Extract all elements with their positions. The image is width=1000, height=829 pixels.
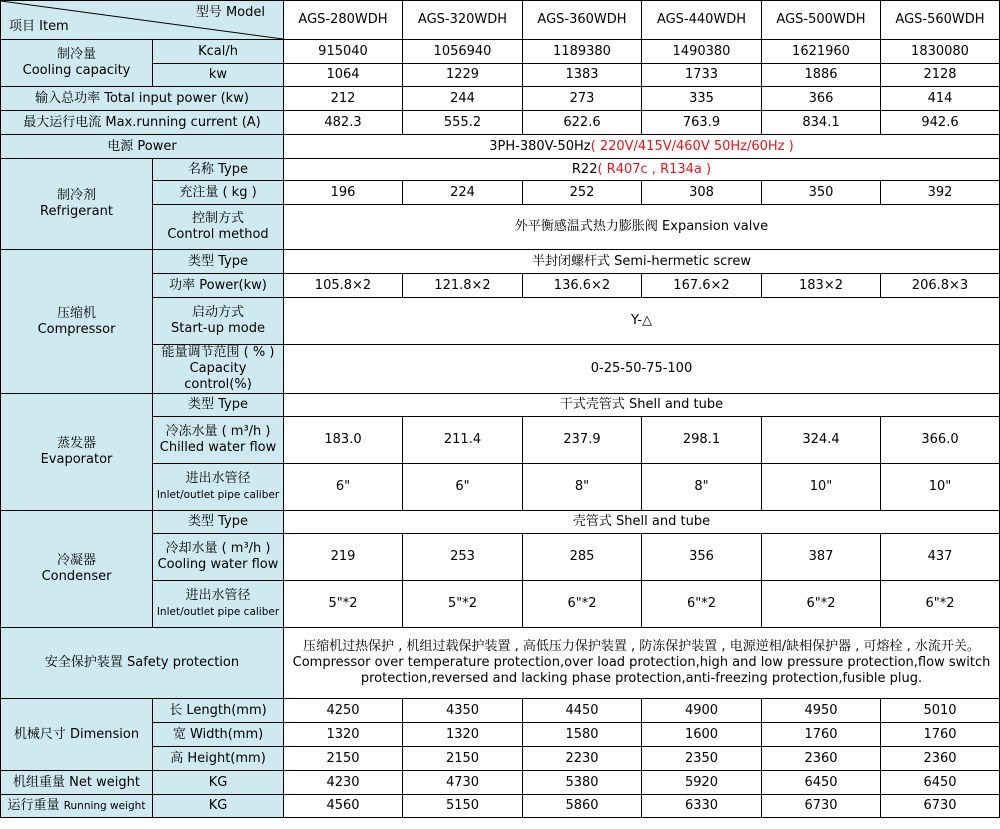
label-en: Capacity control(%) xyxy=(184,361,252,392)
cell-value: 1760 xyxy=(762,723,881,747)
cell-value: 4560 xyxy=(284,795,403,818)
label-cn: 运行重量 xyxy=(7,798,60,813)
compressor-label xyxy=(1,250,153,394)
cell-value: 2350 xyxy=(642,747,762,771)
cell-value: 237.9 xyxy=(523,417,642,464)
height-label: 高 Height(mm) xyxy=(153,747,284,771)
table-row xyxy=(1,699,1000,723)
cell-value: 2360 xyxy=(881,747,1000,771)
refrigerant-type-label: 名称 Type xyxy=(153,159,284,181)
cell-value: 6" xyxy=(403,464,523,511)
label-cn: 制冷剂 xyxy=(56,188,96,203)
cell-value: 6730 xyxy=(881,795,1000,818)
cell-value: 5"*2 xyxy=(284,581,403,628)
cell-value: 183.0 xyxy=(284,417,403,464)
label-cn: 进出水管径 xyxy=(185,588,251,603)
cell-value: 1830080 xyxy=(881,40,1000,64)
cell-value: 10" xyxy=(881,464,1000,511)
label-en: Evaporator xyxy=(40,452,113,467)
cell-value: 5150 xyxy=(403,795,523,818)
cell-value: 942.6 xyxy=(881,111,1000,135)
cell-value: 4250 xyxy=(284,699,403,723)
cell-value: 1383 xyxy=(523,64,642,87)
safety-line: Compressor over temperature protection,over load protection,high and low pressure protection,flow switch xyxy=(292,655,991,670)
refrigerant-main: R22 xyxy=(571,161,598,177)
cell-value: 6"*2 xyxy=(642,581,762,628)
power-main: 3PH-380V-50Hz xyxy=(489,138,591,154)
label-cn: 制冷量 xyxy=(56,47,96,62)
header-row xyxy=(1,1,1000,40)
cell-value: 5920 xyxy=(642,771,762,795)
label-en: Start-up mode xyxy=(171,321,265,336)
cell-value: 356 xyxy=(642,534,762,581)
model-name: AGS-440WDH xyxy=(642,1,762,40)
cooling-water-flow-label xyxy=(153,534,284,581)
cell-value: 414 xyxy=(881,87,1000,111)
label-cn: 蒸发器 xyxy=(56,436,96,451)
label-cn: 冷却水量 ( m³/h ) xyxy=(165,541,271,556)
cell-value: 5"*2 xyxy=(403,581,523,628)
cell-value: 1320 xyxy=(284,723,403,747)
net-weight-unit: KG xyxy=(153,771,284,795)
table-row xyxy=(1,40,1000,64)
cell-value: 4350 xyxy=(403,699,523,723)
model-name: AGS-560WDH xyxy=(881,1,1000,40)
model-name: AGS-320WDH xyxy=(403,1,523,40)
startup-mode-value: Y-△ xyxy=(284,298,1000,345)
cell-value: 1886 xyxy=(762,64,881,87)
model-name: AGS-360WDH xyxy=(523,1,642,40)
cell-value: 6"*2 xyxy=(881,581,1000,628)
condenser-label xyxy=(1,511,153,628)
cell-value: 1229 xyxy=(403,64,523,87)
cell-value: 252 xyxy=(523,181,642,205)
cell-value: 366 xyxy=(762,87,881,111)
label-cn: 冷凝器 xyxy=(56,553,96,568)
cell-value: 211.4 xyxy=(403,417,523,464)
control-method-label xyxy=(153,205,284,250)
cell-value: 273 xyxy=(523,87,642,111)
cell-value: 308 xyxy=(642,181,762,205)
label-cn: 能量调节范围 ( % ) xyxy=(161,345,275,360)
cell-value: 1490380 xyxy=(642,40,762,64)
label-en: Chilled water flow xyxy=(159,440,277,455)
evaporator-type-label: 类型 Type xyxy=(153,394,284,417)
cell-value: 167.6×2 xyxy=(642,274,762,298)
label-cn: 压缩机 xyxy=(56,305,96,321)
compressor-type-value: 半封闭螺杆式 Semi-hermetic screw xyxy=(284,250,1000,274)
condenser-pipe-label xyxy=(153,581,284,628)
table-row xyxy=(1,795,1000,818)
table-row xyxy=(1,771,1000,795)
cell-value: 324.4 xyxy=(762,417,881,464)
cell-value: 2150 xyxy=(284,747,403,771)
safety-protection-value xyxy=(284,628,1000,699)
cell-value: 1600 xyxy=(642,723,762,747)
cell-value: 350 xyxy=(762,181,881,205)
cell-value: 298.1 xyxy=(642,417,762,464)
cell-value: 6330 xyxy=(642,795,762,818)
cell-value: 10" xyxy=(762,464,881,511)
label-en: Refrigerant xyxy=(40,204,113,219)
cell-value: 4730 xyxy=(403,771,523,795)
cell-value: 6"*2 xyxy=(762,581,881,628)
capacity-control-label xyxy=(153,345,284,394)
label-en: Inlet/outlet pipe caliber xyxy=(156,606,280,618)
item-label: 项目 Item xyxy=(9,19,69,34)
cell-value: 1760 xyxy=(881,723,1000,747)
cell-value: 5860 xyxy=(523,795,642,818)
kw-unit: kw xyxy=(153,64,284,87)
safety-protection-label: 安全保护装置 Safety protection xyxy=(1,628,284,699)
chilled-water-flow-label xyxy=(153,417,284,464)
label-cn: 冷冻水量 ( m³/h ) xyxy=(165,424,271,439)
cell-value: 4230 xyxy=(284,771,403,795)
model-name: AGS-280WDH xyxy=(284,1,403,40)
cell-value: 2150 xyxy=(403,747,523,771)
model-label: 型号 Model xyxy=(195,5,265,20)
cell-value: 5380 xyxy=(523,771,642,795)
running-weight-unit: KG xyxy=(153,795,284,818)
net-weight-label: 机组重量 Net weight xyxy=(1,771,153,795)
cell-value: 2230 xyxy=(523,747,642,771)
cell-value: 4900 xyxy=(642,699,762,723)
power-value xyxy=(284,135,1000,159)
power-alt: ( 220V/415V/460V 50Hz/60Hz ) xyxy=(590,138,794,154)
dimension-label: 机械尺寸 Dimension xyxy=(1,699,153,771)
cell-value: 5010 xyxy=(881,699,1000,723)
control-method-value: 外平衡感温式热力膨胀阀 Expansion valve xyxy=(284,205,1000,250)
cell-value: 915040 xyxy=(284,40,403,64)
capacity-control-value: 0-25-50-75-100 xyxy=(284,345,1000,394)
cell-value: 212 xyxy=(284,87,403,111)
evaporator-pipe-label xyxy=(153,464,284,511)
cell-value: 2360 xyxy=(762,747,881,771)
label-cn: 启动方式 xyxy=(191,305,244,320)
cell-value: 1580 xyxy=(523,723,642,747)
cell-value: 6" xyxy=(284,464,403,511)
kcal-unit: Kcal/h xyxy=(153,40,284,64)
cell-value: 392 xyxy=(881,181,1000,205)
table-row xyxy=(1,394,1000,417)
label-en: Compressor xyxy=(37,321,116,337)
evaporator-type-value: 干式壳管式 Shell and tube xyxy=(284,394,1000,417)
table-row xyxy=(1,250,1000,274)
label-en: Inlet/outlet pipe caliber xyxy=(156,489,280,501)
cell-value: 6730 xyxy=(762,795,881,818)
cell-value: 437 xyxy=(881,534,1000,581)
length-label: 长 Length(mm) xyxy=(153,699,284,723)
charge-label: 充注量 ( kg ) xyxy=(153,181,284,205)
width-label: 宽 Width(mm) xyxy=(153,723,284,747)
table-row xyxy=(1,628,1000,699)
cell-value: 244 xyxy=(403,87,523,111)
refrigerant-alt: ( R407c , R134a ) xyxy=(597,161,712,177)
cell-value: 285 xyxy=(523,534,642,581)
table-row xyxy=(1,111,1000,135)
cell-value: 196 xyxy=(284,181,403,205)
evaporator-label xyxy=(1,394,153,511)
safety-line: protection,reversed and lacking phase protection,anti-freezing protection,fusible plug. xyxy=(360,671,923,686)
cell-value: 121.8×2 xyxy=(403,274,523,298)
cell-value: 8" xyxy=(523,464,642,511)
cell-value: 1064 xyxy=(284,64,403,87)
cell-value: 622.6 xyxy=(523,111,642,135)
max-current-label: 最大运行电流 Max.running current (A) xyxy=(1,111,284,135)
model-name: AGS-500WDH xyxy=(762,1,881,40)
input-power-label: 输入总功率 Total input power (kw) xyxy=(1,87,284,111)
condenser-type-value: 壳管式 Shell and tube xyxy=(284,511,1000,534)
label-en: Cooling water flow xyxy=(157,557,279,572)
refrigerant-label xyxy=(1,159,153,250)
label-en: Running weight xyxy=(63,800,146,812)
cell-value: 482.3 xyxy=(284,111,403,135)
cell-value: 136.6×2 xyxy=(523,274,642,298)
condenser-type-label: 类型 Type xyxy=(153,511,284,534)
cell-value: 1056940 xyxy=(403,40,523,64)
cell-value: 1733 xyxy=(642,64,762,87)
cell-value: 224 xyxy=(403,181,523,205)
cell-value: 1320 xyxy=(403,723,523,747)
label-cn: 控制方式 xyxy=(191,211,244,226)
cell-value: 4950 xyxy=(762,699,881,723)
refrigerant-type-value xyxy=(284,159,1000,181)
table-row xyxy=(1,159,1000,181)
cell-value: 2128 xyxy=(881,64,1000,87)
cell-value: 555.2 xyxy=(403,111,523,135)
cell-value: 763.9 xyxy=(642,111,762,135)
running-weight-label xyxy=(1,795,153,818)
cell-value: 4450 xyxy=(523,699,642,723)
table-row xyxy=(1,135,1000,159)
cell-value: 366.0 xyxy=(881,417,1000,464)
header-corner-cell xyxy=(1,1,284,40)
cell-value: 183×2 xyxy=(762,274,881,298)
compressor-power-label: 功率 Power(kw) xyxy=(153,274,284,298)
cell-value: 1621960 xyxy=(762,40,881,64)
cell-value: 387 xyxy=(762,534,881,581)
cell-value: 1189380 xyxy=(523,40,642,64)
table-row xyxy=(1,511,1000,534)
label-cn: 进出水管径 xyxy=(185,471,251,486)
label-en: Condenser xyxy=(41,569,112,584)
startup-mode-label xyxy=(153,298,284,345)
cell-value: 6450 xyxy=(881,771,1000,795)
cooling-capacity-label xyxy=(1,40,153,87)
label-en: Cooling capacity xyxy=(22,63,131,78)
cell-value: 335 xyxy=(642,87,762,111)
cell-value: 6"*2 xyxy=(523,581,642,628)
safety-line: 压缩机过热保护 , 机组过载保护装置 , 高低压力保护装置 , 防冻保护装置 , 电源逆相/缺相保护器 , 可熔栓 , 水流开关。 xyxy=(303,639,980,654)
cell-value: 6450 xyxy=(762,771,881,795)
label-en: Control method xyxy=(167,227,269,242)
cell-value: 834.1 xyxy=(762,111,881,135)
cell-value: 8" xyxy=(642,464,762,511)
table-row xyxy=(1,87,1000,111)
cell-value: 219 xyxy=(284,534,403,581)
power-label: 电源 Power xyxy=(1,135,284,159)
cell-value: 105.8×2 xyxy=(284,274,403,298)
compressor-type-label: 类型 Type xyxy=(153,250,284,274)
cell-value: 206.8×3 xyxy=(881,274,1000,298)
cell-value: 253 xyxy=(403,534,523,581)
